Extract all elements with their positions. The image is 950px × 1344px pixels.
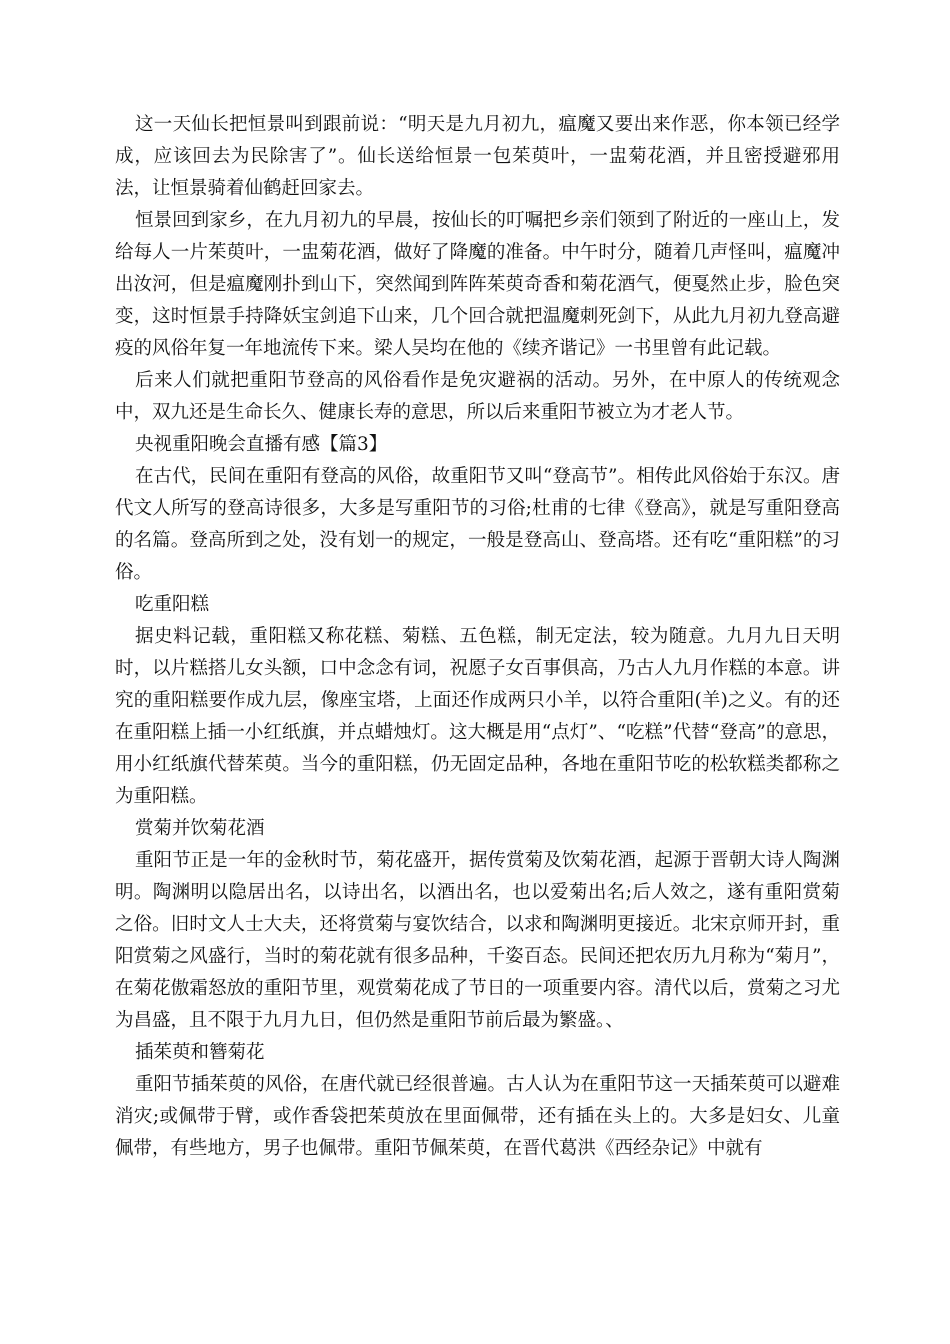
subheading-chrysanthemum: 赏菊并饮菊花酒	[135, 818, 265, 839]
paragraph-legend-battle: 恒景回到家乡，在九月初九的早晨，按仙长的叮嘱把乡亲们领到了附近的一座山上，发给每人一片茱萸叶，一盅菊花酒，做好了降魔的准备。中午时分，随着几声怪叫，瘟魔冲出汝河，但是瘟魔刚扑到山下，突然闻到阵阵茱萸奇香和菊花酒气，便戛然止步，脸色突变，这时恒景手持降妖宝剑追下山来，几个回合就把温魔刺死剑下，从此九月初九登高避疫的风俗年复一年地流传下来。梁人吴均在他的《续齐谐记》一书里曾有此记载。	[115, 210, 840, 359]
paragraph-chrysanthemum: 重阳节正是一年的金秋时节，菊花盛开，据传赏菊及饮菊花酒，起源于晋朝大诗人陶渊明。陶渊明以隐居出名，以诗出名，以酒出名，也以爱菊出名;后人效之，遂有重阳赏菊之俗。旧时文人士大夫，还将赏菊与宴饮结合，以求和陶渊明更接近。北宋京师开封，重阳赏菊之风盛行，当时的菊花就有很多品种，千姿百态。民间还把农历九月称为“菊月”，在菊花傲霜怒放的重阳节里，观赏菊花成了节日的一项重要内容。清代以后，赏菊之习尤为昌盛，且不限于九月九日，但仍然是重阳节前后最为繁盛。、	[115, 850, 840, 1031]
section-heading-part3: 央视重阳晚会直播有感【篇3】	[135, 434, 388, 455]
subheading-dogwood: 插茱萸和簪菊花	[135, 1042, 265, 1063]
document-body	[115, 109, 840, 1165]
subheading-eat-cake: 吃重阳糕	[135, 594, 210, 615]
paragraph-climbing: 在古代，民间在重阳有登高的风俗，故重阳节又叫“登高节”。相传此风俗始于东汉。唐代文人所写的登高诗很多，大多是写重阳节的习俗;杜甫的七律《登高》，就是写重阳登高的名篇。登高所到之处，没有划一的规定，一般是登高山、登高塔。还有吃“重阳糕”的习俗。	[115, 466, 840, 583]
paragraph-custom-origin: 后来人们就把重阳节登高的风俗看作是免灾避祸的活动。另外，在中原人的传统观念中，双九还是生命长久、健康长寿的意思，所以后来重阳节被立为才老人节。	[115, 370, 840, 423]
paragraph-cake: 据史料记载，重阳糕又称花糕、菊糕、五色糕，制无定法，较为随意。九月九日天明时，以片糕搭儿女头额，口中念念有词，祝愿子女百事俱高，乃古人九月作糕的本意。讲究的重阳糕要作成九层，像座宝塔，上面还作成两只小羊，以符合重阳(羊)之义。有的还在重阳糕上插一小红纸旗，并点蜡烛灯。这大概是用“点灯”、“吃糕”代替“登高”的意思，用小红纸旗代替茱萸。当今的重阳糕，仍无固定品种，各地在重阳节吃的松软糕类都称之为重阳糕。	[115, 626, 840, 807]
paragraph-dogwood: 重阳节插茱萸的风俗，在唐代就已经很普遍。古人认为在重阳节这一天插茱萸可以避难消灾;或佩带于臂，或作香袋把茱萸放在里面佩带，还有插在头上的。大多是妇女、儿童佩带，有些地方，男子也佩带。重阳节佩茱萸，在晋代葛洪《西经杂记》中就有	[115, 1074, 840, 1159]
paragraph-legend-dialogue: 这一天仙长把恒景叫到跟前说：“明天是九月初九，瘟魔又要出来作恶，你本领已经学成，应该回去为民除害了”。仙长送给恒景一包茱萸叶，一盅菊花酒，并且密授避邪用法，让恒景骑着仙鹤赶回家去。	[115, 114, 840, 199]
